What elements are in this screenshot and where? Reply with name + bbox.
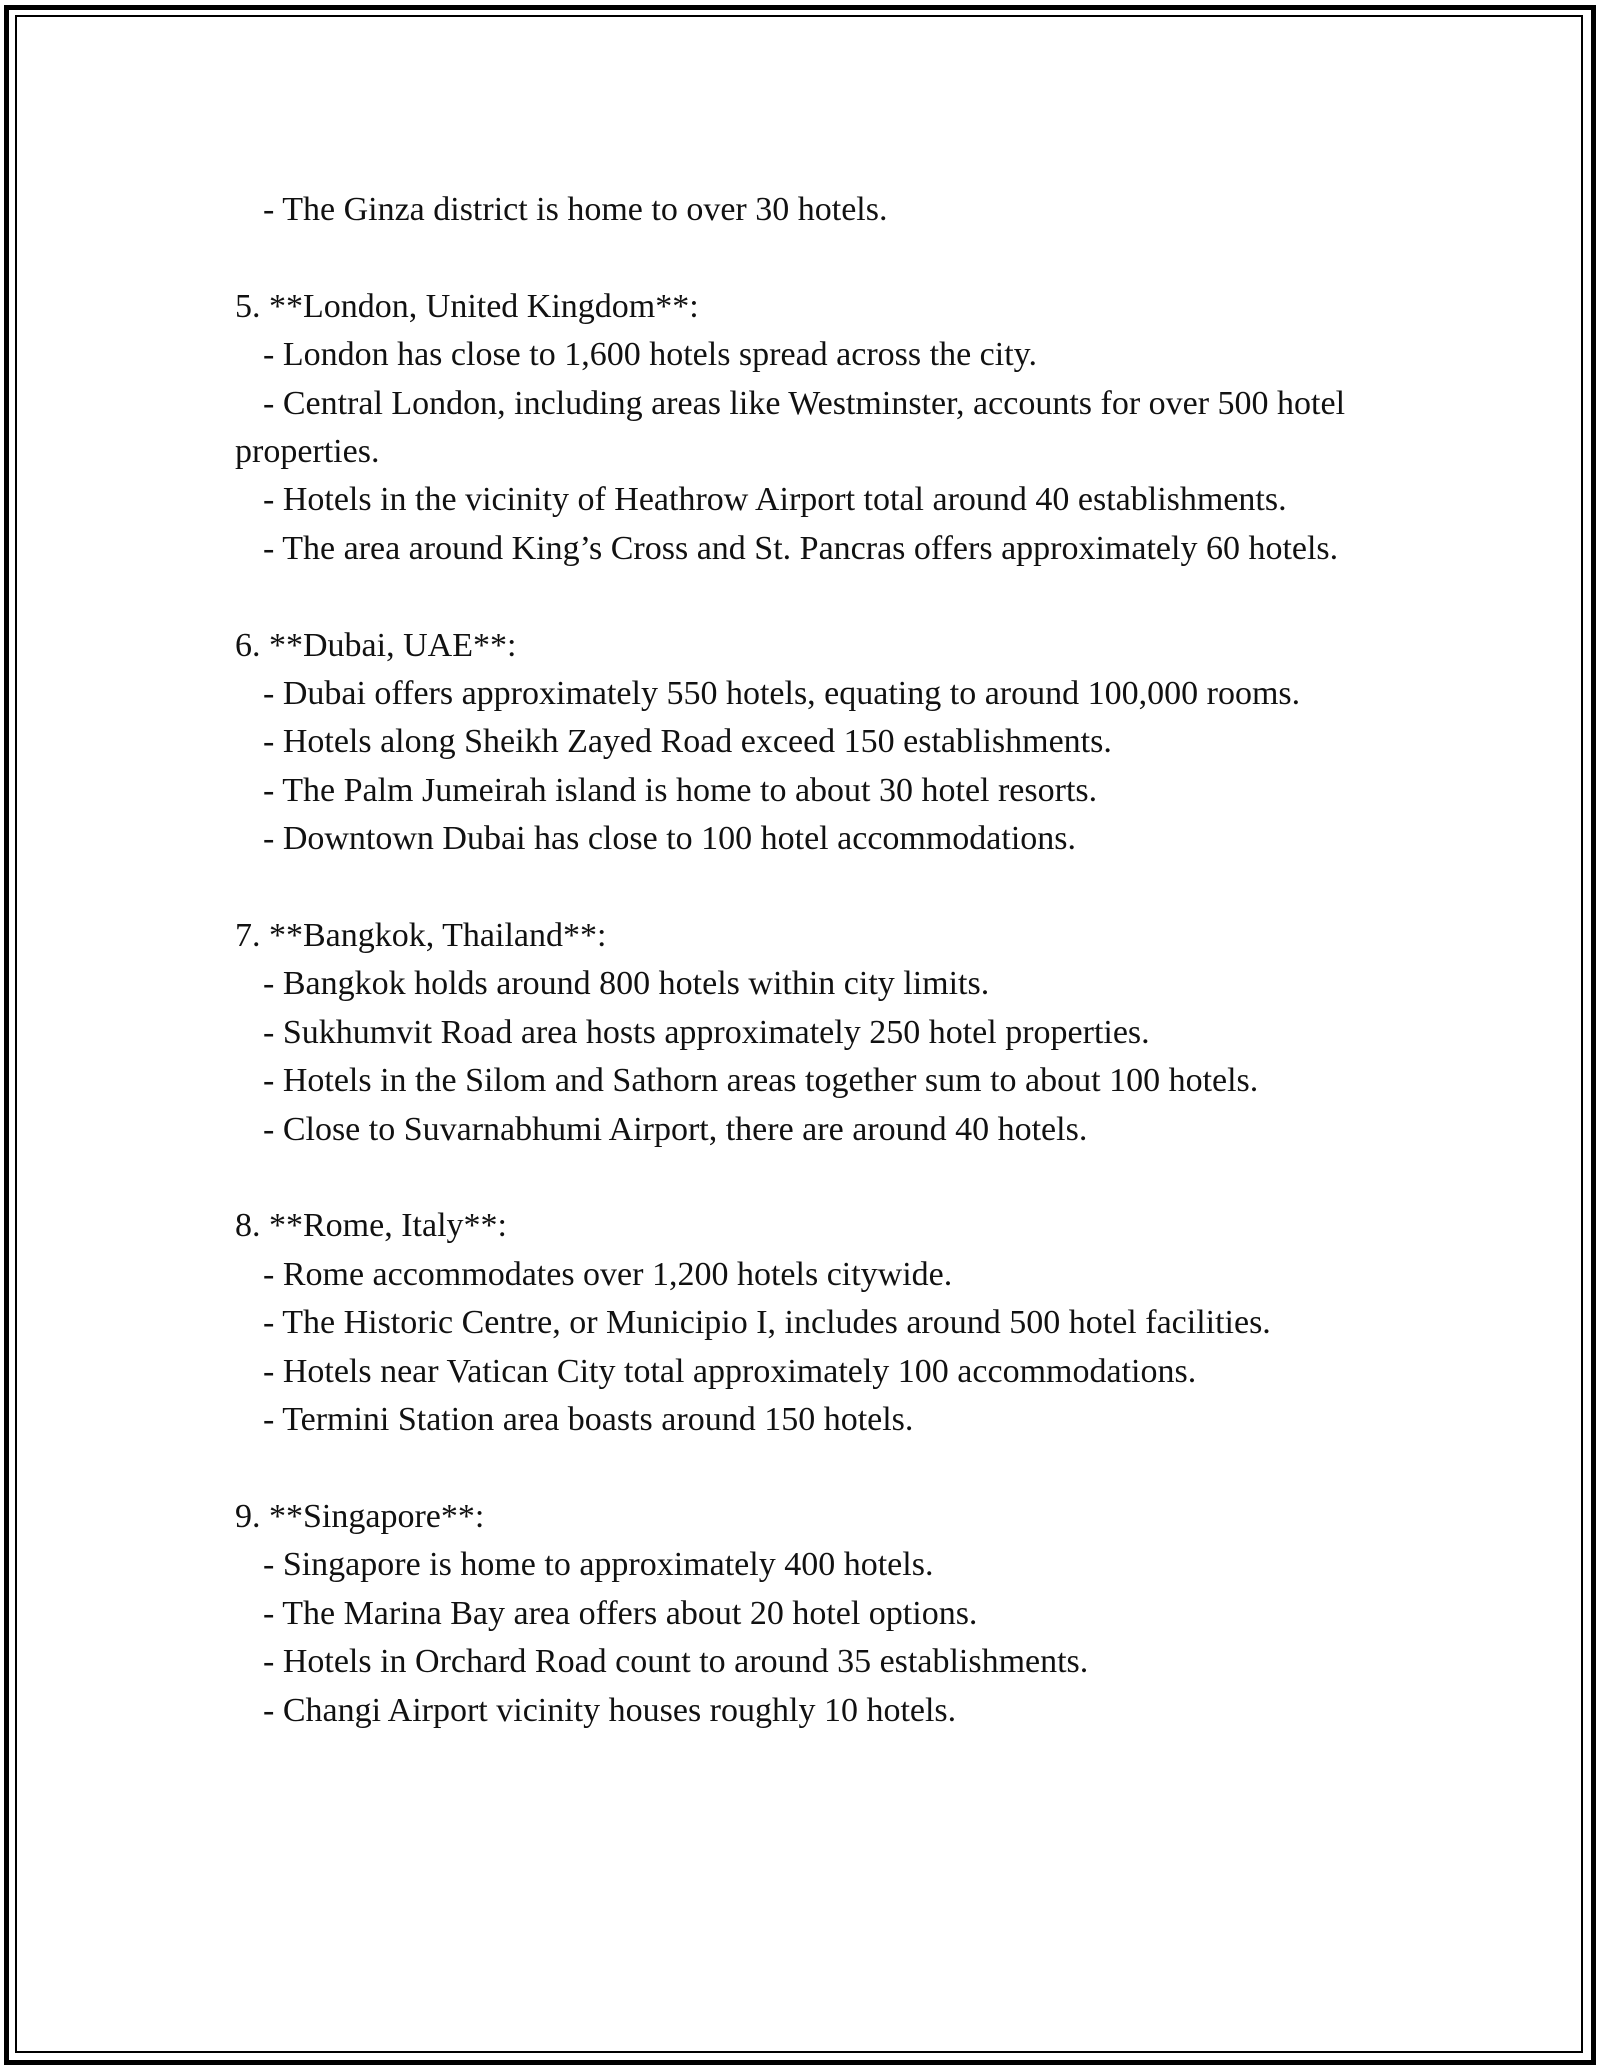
section-rome — [235, 1202, 1370, 1444]
section-bullet: - Hotels in Orchard Road count to around 35 establishments. — [263, 1643, 1089, 1681]
section-bangkok — [235, 912, 1370, 1154]
section-heading: 5. **London, United Kingdom**: — [235, 287, 699, 325]
section-bullet: - Hotels in the Silom and Sathorn areas together sum to about 100 hotels. — [263, 1062, 1259, 1100]
section-bullet: - Central London, including areas like Westminster, accounts for over 500 hotel properties. — [235, 384, 1346, 471]
section-bullet: - Termini Station area boasts around 150 hotels. — [263, 1401, 914, 1439]
section-bullet: - London has close to 1,600 hotels spread across the city. — [263, 336, 1037, 374]
section-bullet: - The Palm Jumeirah island is home to about 30 hotel resorts. — [263, 771, 1098, 809]
leading-bullet: - The Ginza district is home to over 30 hotels. — [263, 191, 888, 228]
section-dubai — [235, 622, 1370, 864]
section-bullet: - Dubai offers approximately 550 hotels, equating to around 100,000 rooms. — [263, 675, 1301, 713]
leading-section — [235, 186, 1370, 234]
section-bullet: - Changi Airport vicinity houses roughly 10 hotels. — [263, 1691, 957, 1729]
section-bullet: - The Marina Bay area offers about 20 hotel options. — [263, 1594, 978, 1632]
section-bullet: - Hotels near Vatican City total approximately 100 accommodations. — [263, 1352, 1197, 1390]
section-london — [235, 283, 1370, 573]
section-bullet: - Bangkok holds around 800 hotels within city limits. — [263, 965, 990, 1003]
section-bullet: - The Historic Centre, or Municipio I, includes around 500 hotel facilities. — [263, 1304, 1271, 1342]
section-heading: 6. **Dubai, UAE**: — [235, 626, 517, 664]
section-singapore — [235, 1493, 1370, 1735]
section-bullet: - Singapore is home to approximately 400 hotels. — [263, 1546, 934, 1584]
section-bullet: - Close to Suvarnabhumi Airport, there are around 40 hotels. — [263, 1110, 1088, 1148]
document-body — [235, 186, 1370, 1735]
section-bullet: - Downtown Dubai has close to 100 hotel accommodations. — [263, 820, 1077, 858]
section-bullet: - Sukhumvit Road area hosts approximately 250 hotel properties. — [263, 1013, 1150, 1051]
section-bullet: - Hotels along Sheikh Zayed Road exceed 150 establishments. — [263, 723, 1112, 761]
section-heading: 8. **Rome, Italy**: — [235, 1207, 507, 1245]
section-bullet: - Hotels in the vicinity of Heathrow Airport total around 40 establishments. — [263, 481, 1287, 519]
section-bullet: - Rome accommodates over 1,200 hotels citywide. — [263, 1255, 953, 1293]
section-heading: 9. **Singapore**: — [235, 1497, 485, 1535]
section-heading: 7. **Bangkok, Thailand**: — [235, 917, 607, 955]
section-bullet: - The area around King’s Cross and St. Pancras offers approximately 60 hotels. — [263, 529, 1339, 567]
